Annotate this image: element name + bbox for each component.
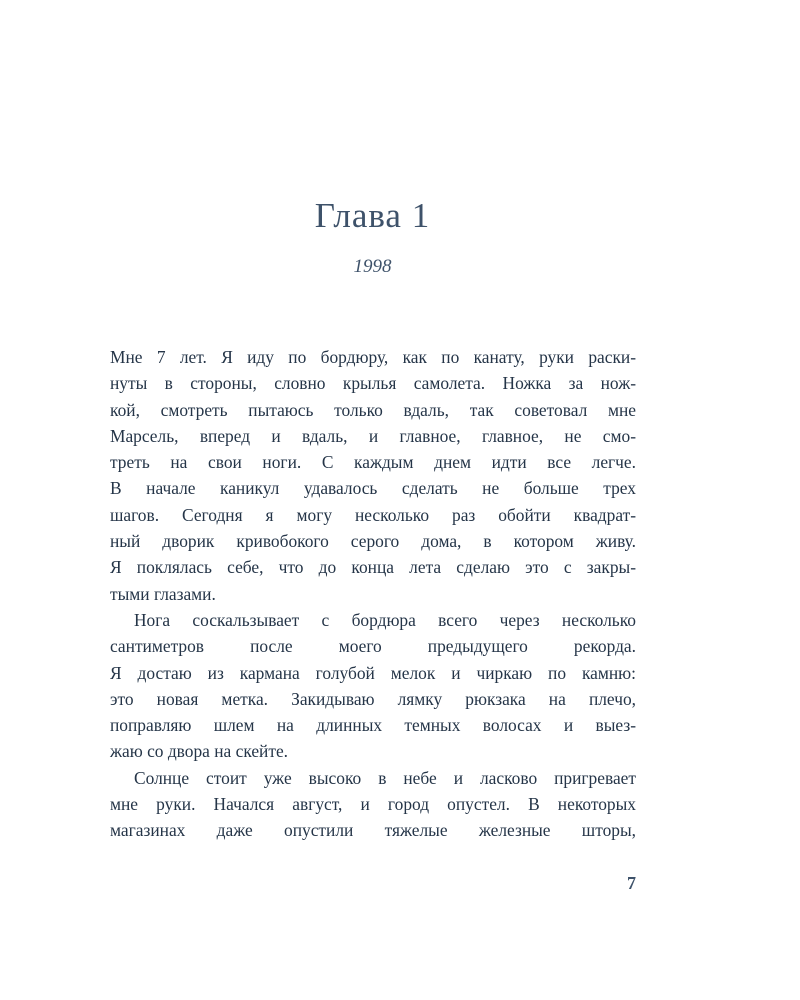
body-text [110,344,636,844]
chapter-year: 1998 [353,256,392,277]
text-line: Мне 7 лет. Я иду по бордюру, как по канату, руки раски- [110,347,636,367]
text-line: это новая метка. Закидываю лямку рюкзака на плечо, [110,688,636,709]
text-line: треть на свои ноги. С каждым днем идти все легче. [110,452,636,473]
text-line: кой, смотреть пытаюсь только вдаль, так советовал мне [110,399,636,420]
text-line: жаю со двора на скейте. [110,741,289,762]
text-line: поправляю шлем на длинных темных волосах и выез- [110,715,636,736]
text-line: Я достаю из кармана голубой мелок и чиркаю по камню: [110,662,636,683]
chapter-title: Глава 1 [314,196,431,235]
page-number: 7 [627,873,636,893]
text-line: Солнце стоит уже высоко в небе и ласково пригревает [134,767,636,788]
text-line: В начале каникул удавалось сделать не больше трех [110,478,636,499]
text-line: шагов. Сегодня я могу несколько раз обойти квадрат- [110,504,636,525]
text-line: мне руки. Начался август, и город опустел. В некоторых [110,794,636,815]
text-line: нуты в стороны, словно крылья самолета. Ножка за нож- [110,373,636,394]
text-line: Нога соскальзывает с бордюра всего через несколько [134,609,636,630]
text-line: Я поклялась себе, что до конца лета сделаю это с закры- [110,557,636,578]
text-line: сантиметров после моего предыдущего рекорда. [110,636,636,657]
text-line: магазинах даже опустили тяжелые железные шторы, [110,820,636,841]
text-line: ный дворик кривобокого серого дома, в котором живу. [110,531,636,552]
text-line: тыми глазами. [110,583,216,604]
text-line: Марсель, вперед и вдаль, и главное, главное, не смо- [110,425,636,446]
